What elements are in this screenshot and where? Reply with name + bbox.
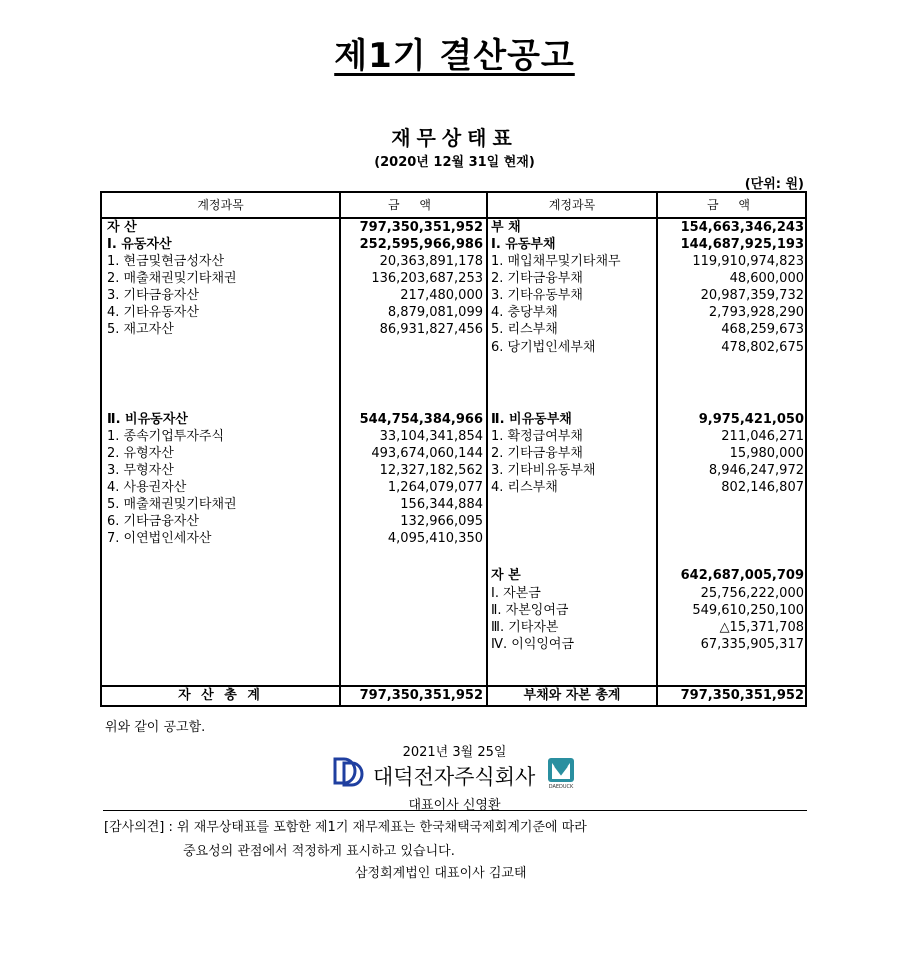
asset-row-label: Ⅱ. 비유동자산 [107, 412, 188, 427]
statement-title: 재무상태표 [391, 126, 518, 150]
liability-row-amount: △15,371,708 [719, 620, 804, 635]
footer-divider [103, 810, 807, 811]
liability-row-amount: 2,793,928,290 [708, 305, 804, 320]
asset-row-label: 1. 종속기업투자주식 [107, 429, 224, 444]
asset-row-label: 2. 매출채권및기타채권 [107, 271, 237, 286]
liability-row-label: 1. 확정급여부채 [491, 429, 583, 444]
total-liabilities-equity-label: 부채와 자본 총계 [523, 688, 621, 703]
asset-row-amount: 136,203,687,253 [371, 271, 483, 286]
total-assets-label: 자 산 총 계 [178, 688, 263, 703]
asset-row-amount: 8,879,081,099 [387, 305, 483, 320]
liability-row-label: Ⅰ. 유동부채 [491, 237, 556, 252]
audit-opinion-line1: [감사의견] : 위 재무상태표를 포함한 제1기 재무제표는 한국채택국제회계기준에 따라 [104, 820, 587, 835]
asset-row-amount: 4,095,410,350 [387, 531, 483, 546]
audit-opinion-line2: 중요성의 관점에서 적정하게 표시하고 있습니다. [183, 844, 455, 859]
publish-date: 2021년 3월 25일 [402, 745, 507, 760]
currency-unit: (단위: 원) [744, 177, 804, 192]
asset-row-label: 1. 현금및현금성자산 [107, 254, 224, 269]
page-title: 제1기 결산공고 [334, 36, 575, 76]
liability-row-label: 3. 기타비유동부채 [491, 463, 596, 478]
asset-row-label: 4. 사용권자산 [107, 480, 187, 495]
liability-row-label: 2. 기타금융부채 [491, 271, 583, 286]
liability-row-label: Ⅰ. 자본금 [491, 586, 541, 601]
company-logo [332, 756, 366, 790]
liability-row-label: 부 채 [491, 220, 521, 235]
total-liabilities-equity-amount: 797,350,351,952 [680, 688, 804, 703]
liability-row-label: 1. 매입채무및기타채무 [491, 254, 621, 269]
asset-row-amount: 797,350,351,952 [359, 220, 483, 235]
asset-row-label: Ⅰ. 유동자산 [107, 237, 172, 252]
liability-row-amount: 67,335,905,317 [700, 637, 804, 652]
column-divider [486, 193, 488, 705]
liability-row-label: Ⅲ. 기타자본 [491, 620, 559, 635]
liability-row-label: 2. 기타금융부채 [491, 446, 583, 461]
liability-row-amount: 20,987,359,732 [700, 288, 804, 303]
asset-row-amount: 156,344,884 [400, 497, 483, 512]
liability-row-amount: 9,975,421,050 [698, 412, 804, 427]
balance-sheet-table [100, 191, 807, 707]
liability-row-amount: 468,259,673 [721, 322, 804, 337]
liability-row-amount: 154,663,346,243 [680, 220, 804, 235]
ceo-name: 대표이사 신영환 [408, 798, 501, 813]
asset-row-amount: 493,674,060,144 [371, 446, 483, 461]
liability-row-amount: 15,980,000 [729, 446, 804, 461]
liability-row-amount: 119,910,974,823 [692, 254, 804, 269]
total-assets-amount: 797,350,351,952 [359, 688, 483, 703]
asset-row-amount: 544,754,384,966 [359, 412, 483, 427]
liability-row-label: Ⅱ. 비유동부채 [491, 412, 572, 427]
header-account-right: 계정과목 [548, 198, 596, 212]
header-amount-right: 금 액 [707, 198, 758, 212]
asset-row-amount: 33,104,341,854 [379, 429, 483, 444]
asset-row-amount: 132,966,095 [400, 514, 483, 529]
liability-row-amount: 48,600,000 [729, 271, 804, 286]
auditor-name: 삼정회계법인 대표이사 김교태 [355, 866, 527, 881]
liability-row-amount: 478,802,675 [721, 340, 804, 355]
asset-row-amount: 252,595,966,986 [359, 237, 483, 252]
announcement-note: 위와 같이 공고함. [105, 720, 206, 735]
liability-row-amount: 802,146,807 [721, 480, 804, 495]
liability-row-amount: 25,756,222,000 [700, 586, 804, 601]
liability-row-label: Ⅳ. 이익잉여금 [491, 637, 575, 652]
asset-row-amount: 86,931,827,456 [379, 322, 483, 337]
liability-row-label: 3. 기타유동부채 [491, 288, 583, 303]
liability-row-amount: 144,687,925,193 [680, 237, 804, 252]
company-name: 대덕전자주식회사 [373, 765, 536, 789]
emblem-icon [547, 757, 575, 789]
asset-row-amount: 12,327,182,562 [379, 463, 483, 478]
asset-row-amount: 217,480,000 [400, 288, 483, 303]
statement-date: (2020년 12월 31일 현재) [374, 155, 535, 170]
header-amount-left: 금 액 [388, 198, 439, 212]
asset-row-label: 7. 이연법인세자산 [107, 531, 212, 546]
liability-row-label: 5. 리스부채 [491, 322, 558, 337]
liability-row-amount: 549,610,250,100 [692, 603, 804, 618]
liability-row-label: 4. 충당부채 [491, 305, 558, 320]
liability-row-label: Ⅱ. 자본잉여금 [491, 603, 569, 618]
asset-row-label: 2. 유형자산 [107, 446, 174, 461]
liability-row-label: 6. 당기법인세부채 [491, 340, 596, 355]
asset-row-amount: 20,363,891,178 [379, 254, 483, 269]
daeduck-logo-icon [332, 756, 366, 790]
asset-row-label: 4. 기타유동자산 [107, 305, 199, 320]
company-emblem [547, 757, 575, 793]
emblem-text: DAEDUCK [548, 784, 574, 789]
asset-row-label: 5. 매출채권및기타채권 [107, 497, 237, 512]
asset-row-label: 6. 기타금융자산 [107, 514, 199, 529]
liability-row-label: 4. 리스부채 [491, 480, 558, 495]
liability-row-amount: 211,046,271 [721, 429, 804, 444]
liability-row-label: 자 본 [491, 568, 521, 583]
asset-row-amount: 1,264,079,077 [387, 480, 483, 495]
liability-row-amount: 642,687,005,709 [680, 568, 804, 583]
asset-row-label: 5. 재고자산 [107, 322, 174, 337]
header-account-left: 계정과목 [197, 198, 244, 212]
asset-row-label: 3. 무형자산 [107, 463, 174, 478]
asset-row-label: 3. 기타금융자산 [107, 288, 199, 303]
asset-row-label: 자 산 [107, 220, 137, 235]
liability-row-amount: 8,946,247,972 [708, 463, 804, 478]
